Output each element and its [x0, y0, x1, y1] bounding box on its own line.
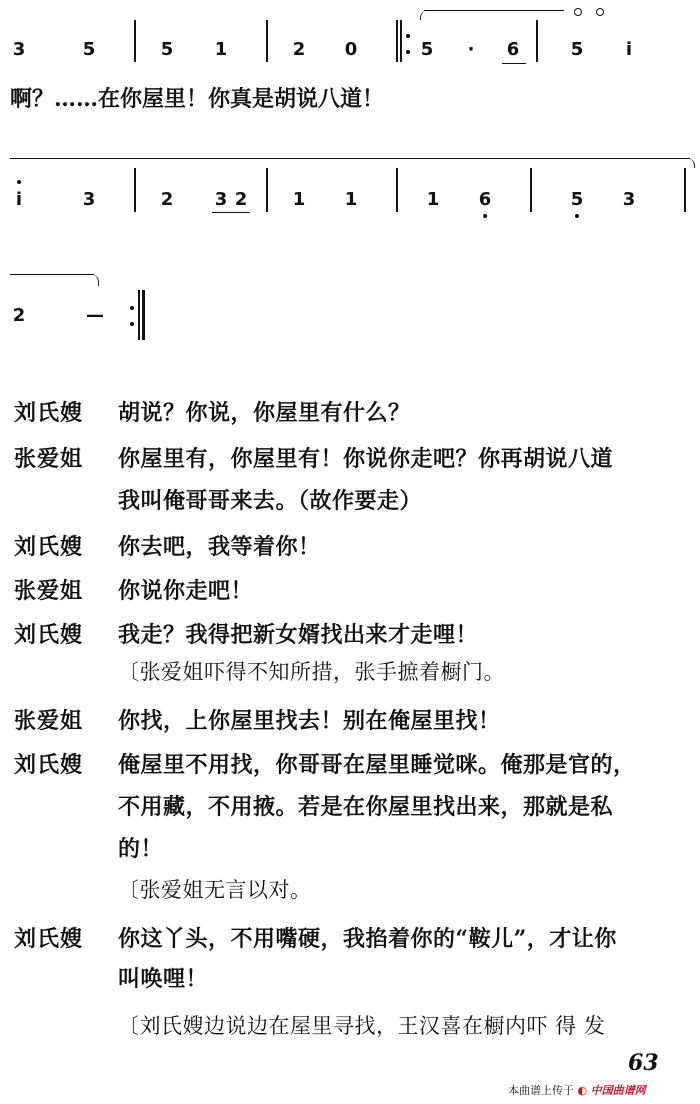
- speaker-name: 刘氏嫂: [14, 534, 84, 560]
- dialogue-line: 胡说？你说，你屋里有什么？: [118, 400, 411, 426]
- dot-note: ·: [467, 39, 475, 60]
- dialogue-line: 你找，上你屋里找去！别在俺屋里找！: [118, 708, 501, 734]
- speaker-name: 刘氏嫂: [14, 400, 84, 426]
- dialogue-line: 你说你走吧！: [118, 578, 254, 604]
- dialogue-line: 你这丫头，不用嘴硬，我掐着你的“鞍儿”，才让你: [118, 926, 617, 952]
- note: 2: [292, 39, 306, 60]
- note: 3: [82, 189, 96, 210]
- footer-upload-text: 本曲谱上传于: [508, 1084, 574, 1097]
- bar-line: [266, 168, 268, 212]
- slur-line: [424, 10, 564, 11]
- repeat-dot: [130, 322, 134, 326]
- phrase-line: [10, 158, 690, 159]
- note: i: [15, 189, 23, 210]
- note: 5: [570, 39, 584, 60]
- note: 1: [426, 189, 440, 210]
- speaker-name: 张爱姐: [14, 578, 84, 604]
- repeat-dot: [406, 50, 410, 54]
- repeat-bar-thin: [138, 290, 140, 340]
- dialogue-line: 不用藏，不用掖。若是在你屋里找出来，那就是私: [118, 794, 614, 820]
- speaker-name: 张爱姐: [14, 708, 84, 734]
- note: 2: [12, 305, 26, 326]
- note: 1: [292, 189, 306, 210]
- dialogue-line: 的！: [118, 836, 164, 862]
- low-dot: [575, 214, 579, 218]
- speaker-name: 刘氏嫂: [14, 622, 84, 648]
- dialogue-line: 叫唤哩！: [118, 966, 209, 992]
- dialogue-line: 我叫俺哥哥来去。（故作要走）: [118, 488, 423, 514]
- stage-direction: 〔张爱姐吓得不知所措，张手摭着橱门。: [118, 660, 505, 684]
- note: 0: [344, 39, 358, 60]
- note: 5: [82, 39, 96, 60]
- bar-line: [266, 20, 268, 62]
- underline: [502, 63, 526, 64]
- note: 6: [506, 39, 520, 60]
- dialogue-line: 俺屋里不用找，你哥哥在屋里睡觉咪。俺那是官的，: [118, 752, 636, 778]
- bar-line: [134, 168, 136, 212]
- slur-end: [686, 158, 695, 168]
- stage-direction: 〔张爱姐无言以对。: [118, 878, 312, 902]
- note: i: [625, 39, 633, 60]
- note: 5: [160, 39, 174, 60]
- page-number: 63: [628, 1050, 659, 1076]
- note: 3: [12, 39, 26, 60]
- note: 2: [160, 189, 174, 210]
- note: 5: [420, 39, 434, 60]
- speaker-name: 张爱姐: [14, 446, 84, 472]
- note: 3: [214, 189, 228, 210]
- bar-line: [134, 20, 136, 62]
- site-logo-icon: ◐: [577, 1084, 588, 1097]
- bar-line: [530, 168, 532, 212]
- lyrics-line: 啊？……在你屋里！你真是胡说八道！: [10, 86, 385, 112]
- dialogue-line: 我走？我得把新女婿找出来才走哩！: [118, 622, 479, 648]
- footer-watermark: [508, 1082, 646, 1098]
- bar-line: [536, 20, 538, 62]
- bar-line: [396, 168, 398, 212]
- repeat-dot: [130, 306, 134, 310]
- bar-line: [684, 168, 686, 212]
- note: 5: [570, 189, 584, 210]
- repeat-bar-thick: [142, 290, 145, 340]
- note: 2: [234, 189, 248, 210]
- high-dot: [17, 180, 21, 184]
- repeat-bar-thin: [400, 20, 402, 62]
- dialogue-line: 你屋里有，你屋里有！你说你走吧？你再胡说八道: [118, 446, 614, 472]
- underline: [212, 212, 250, 213]
- note: 3: [622, 189, 636, 210]
- slur-end: [420, 10, 429, 20]
- dash: —: [86, 305, 104, 326]
- stage-direction: 〔刘氏嫂边说边在屋里寻找，王汉喜在橱内吓 得 发: [118, 1014, 606, 1038]
- fermata-ring: [574, 8, 582, 16]
- slur-end: [90, 274, 99, 286]
- dialogue-line: 你去吧，我等着你！: [118, 534, 321, 560]
- fermata-ring: [596, 8, 604, 16]
- speaker-name: 刘氏嫂: [14, 926, 84, 952]
- repeat-bar-thick: [396, 20, 398, 62]
- note: 1: [344, 189, 358, 210]
- slur-line: [10, 274, 94, 275]
- repeat-dot: [406, 34, 410, 38]
- note: 1: [214, 39, 228, 60]
- low-dot: [483, 214, 487, 218]
- footer-site-name: 中国曲谱网: [590, 1084, 646, 1097]
- note: 6: [478, 189, 492, 210]
- speaker-name: 刘氏嫂: [14, 752, 84, 778]
